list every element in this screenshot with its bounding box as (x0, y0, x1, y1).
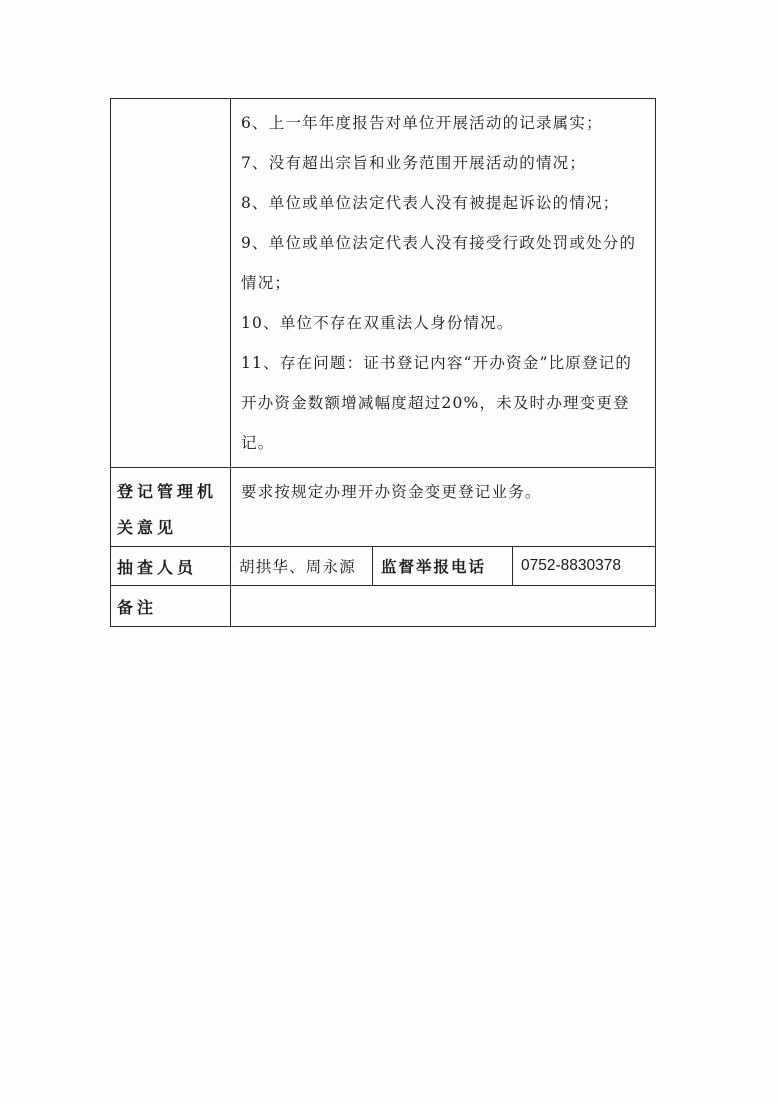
opinion-text: 要求按规定办理开办资金变更登记业务。 (241, 483, 542, 501)
findings-row (111, 99, 656, 468)
inspection-result-table (110, 98, 656, 627)
opinion-content-cell (231, 468, 656, 547)
findings-list (231, 99, 655, 467)
phone-label-cell (373, 547, 513, 586)
finding-item-9: 9、单位或单位法定代表人没有接受行政处罚或处分的情况； (241, 234, 637, 292)
finding-item-7: 7、没有超出宗旨和业务范围开展活动的情况； (241, 154, 587, 172)
remark-content-cell (231, 586, 656, 627)
inspector-row (111, 547, 656, 586)
remark-row (111, 586, 656, 627)
opinion-label-cell (111, 468, 231, 547)
phone-value-cell (513, 547, 656, 586)
inspector-label-cell (111, 547, 231, 586)
inspector-names: 胡拱华、周永源 (239, 558, 356, 576)
opinion-row (111, 468, 656, 547)
inspector-names-cell (231, 547, 373, 586)
phone-label: 监督举报电话 (381, 558, 487, 576)
finding-item-6: 6、上一年年度报告对单位开展活动的记录属实； (241, 114, 603, 132)
findings-label-cell (111, 99, 231, 468)
remark-label: 备注 (117, 597, 158, 617)
opinion-label: 登记管理机关意见 (117, 482, 218, 537)
findings-content-cell (231, 99, 656, 468)
phone-number: 0752-8830378 (521, 557, 621, 574)
finding-item-8: 8、单位或单位法定代表人没有被提起诉讼的情况； (241, 194, 620, 212)
finding-item-10: 10、单位不存在双重法人身份情况。 (241, 314, 514, 332)
inspector-label: 抽查人员 (117, 557, 198, 577)
finding-item-11: 11、存在问题：证书登记内容“开办资金”比原登记的开办资金数额增减幅度超过20%，未及时办理变更登记。 (241, 354, 633, 452)
remark-label-cell (111, 586, 231, 627)
